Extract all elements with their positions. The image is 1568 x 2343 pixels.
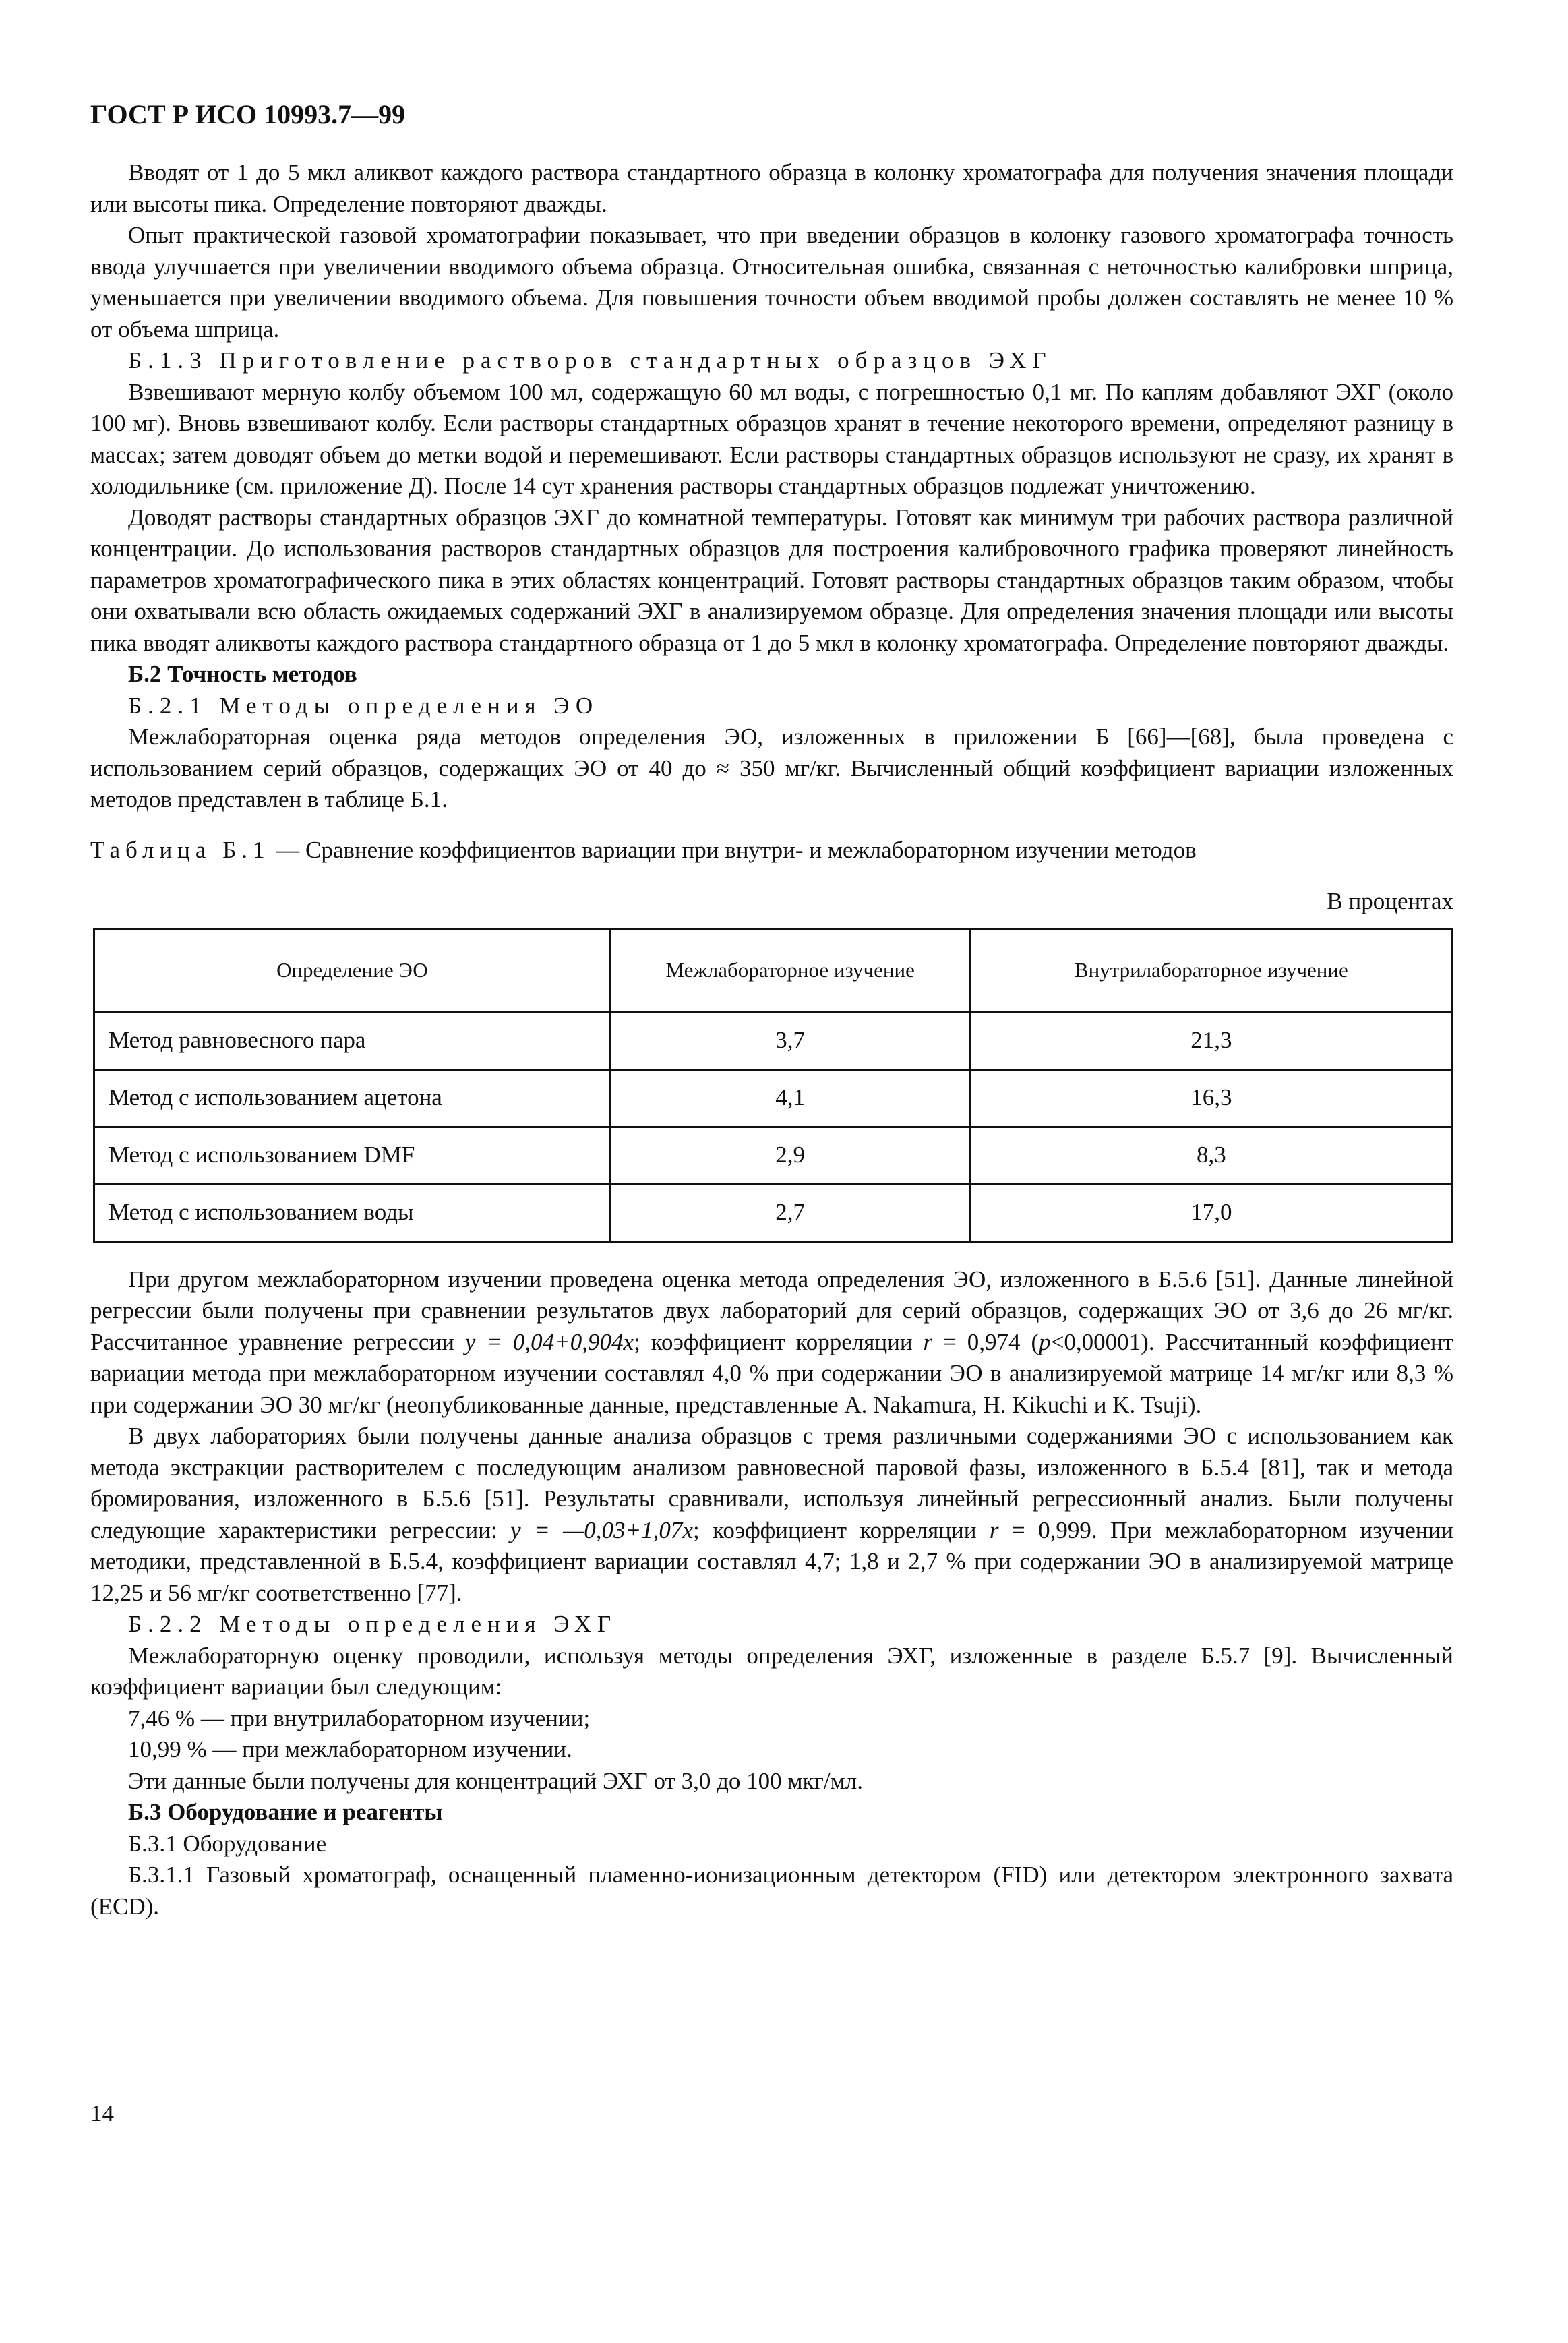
text-segment: = 0,974 ( <box>932 1328 1039 1355</box>
paragraph: Доводят растворы стандартных образцов ЭХГ до комнатной температуры. Готовят как минимум три рабочих раствора различной концентрации. До использования растворов стандартных образцов для построения калибровочного графика проверяют линейность параметров хроматографического пика в этих областях концентраций. Готовят растворы стандартных образцов таким образом, чтобы они охватывали всю область ожидаемых содержаний ЭХГ в анализируемом образце. Для определения значения площади или высоты пика вводят аликвоты каждого раствора стандартного образца от 1 до 5 мкл в колонку хроматографа. Определение повторяют дважды. <box>90 504 1453 656</box>
paragraph: Вводят от 1 до 5 мкл аликвот каждого раствора стандартного образца в колонку хроматографа для получения значения площади или высоты пика. Определение повторяют дважды. <box>90 159 1453 217</box>
value-cell: 2,9 <box>610 1127 970 1184</box>
document-header: ГОСТ Р ИСО 10993.7—99 <box>90 99 406 129</box>
paragraph <box>90 1703 1453 1735</box>
text-segment: ; коэффициент корреляции <box>692 1516 990 1543</box>
value-cell: 16,3 <box>970 1069 1452 1127</box>
section-heading: Б.1.3 Приготовление растворов стандартных образцов ЭХГ <box>128 347 1052 374</box>
section-heading: Б.2 Точность методов <box>128 661 357 687</box>
text-segment: Эти данные были получены для концентраций ЭХГ от 3,0 до 100 мкг/мл. <box>128 1767 863 1794</box>
text-segment: <0,00001). Рассчитанный коэффициент вариации метода при межлабораторном изучении составлял 4,0 % при содержании ЭО в анализируемой матрице 14 мг/кг или 8,3 % при содержании ЭО 30 мг/кг (неопубликованные данные, представленные A. Nakamura, H. Kikuchi и K. Tsuji). <box>90 1328 1454 1418</box>
paragraph: Межлабораторная оценка ряда методов определения ЭО, изложенных в приложении Б [66]—[68], была проведена с использованием серий образцов, содержащих ЭО от 40 до ≈ 350 мг/кг. Вычисленный общий коэффициент вариации изложенных методов представлен в таблице Б.1. <box>90 723 1453 812</box>
method-cell: Метод с использованием ацетона <box>94 1069 611 1127</box>
table-row <box>94 1069 1453 1127</box>
text-segment: Межлабораторную оценку проводили, используя методы определения ЭХГ, изложенные в разделе Б.5.7 [9]. Вычисленный коэффициент вариации был следующим: <box>90 1642 1453 1700</box>
text-segment: = 0,999. При межлабораторном изучении методики, представленной в Б.5.4, коэффициент вариации составлял 4,7; 1,8 и 2,7 % при содержании ЭО в анализируемой матрице 12,25 и 56 мг/кг соответственно [77]. <box>90 1516 1453 1606</box>
value-cell: 8,3 <box>970 1127 1452 1184</box>
paragraph <box>90 1829 1453 1860</box>
page-number: 14 <box>90 2100 114 2127</box>
value-cell: 4,1 <box>610 1069 970 1127</box>
section-heading: Б.2.1 Методы определения ЭО <box>128 692 599 719</box>
section-heading <box>90 1797 1453 1829</box>
text-segment: При другом межлабораторном изучении проведена оценка метода определения ЭО, изложенного в Б.5.6 [51]. Данные линейной регрессии были получены при сравнении результатов двух лабораторий для серий образцов, содержащих ЭО от 3,6 до 26 мг/кг. Рассчитанное уравнение регрессии <box>90 1266 1453 1355</box>
body-text-before-table <box>90 157 1453 816</box>
method-cell: Метод с использованием DMF <box>94 1127 611 1184</box>
table-header-cell: Межлабораторное изучение <box>610 929 970 1012</box>
paragraph <box>90 1766 1453 1798</box>
formula-text: r <box>923 1328 933 1355</box>
method-cell: Метод равновесного пара <box>94 1012 611 1069</box>
paragraph <box>90 1734 1453 1766</box>
text-segment: В двух лабораториях были получены данные анализа образцов с тремя различными содержаниями ЭО с использованием как метода экстракции растворителем с последующим анализом равновесной паровой фазы, изложенного в Б.5.4 [81], так и метода бромирования, изложенного в Б.5.6 [51]. Результаты сравнивали, используя линейный регрессионный анализ. Были получены следующие характеристики регрессии: <box>90 1423 1453 1543</box>
body-text-after-table <box>90 1264 1453 1923</box>
value-cell: 21,3 <box>970 1012 1452 1069</box>
table-units: В процентах <box>1327 888 1453 914</box>
text-segment: Б.3.1 Оборудование <box>128 1830 327 1857</box>
paragraph: Взвешивают мерную колбу объемом 100 мл, содержащую 60 мл воды, с погрешностью 0,1 мг. По каплям добавляют ЭХГ (около 100 мг). Вновь взвешивают колбу. Если растворы стандартных образцов хранят в течение некоторого времени, определяют разницу в массах; затем доводят объем до метки водой и перемешивают. Если растворы стандартных образцов используют не сразу, их хранят в холодильнике (см. приложение Д). После 14 сут хранения растворы стандартных образцов подлежат уничтожению. <box>90 378 1453 499</box>
paragraph <box>90 1860 1453 1922</box>
paragraph: Опыт практической газовой хроматографии показывает, что при введении образцов в колонку газового хроматографа точность ввода улучшается при увеличении вводимого объема образца. Относительная ошибка, связанная с неточностью калибровки шприца, уменьшается при увеличении вводимого объема. Для повышения точности объем вводимой пробы должен составлять не менее 10 % от объема шприца. <box>90 222 1453 343</box>
table-header-row <box>94 929 1453 1012</box>
value-cell: 2,7 <box>610 1184 970 1241</box>
section-heading <box>90 1609 1453 1640</box>
text-segment: 10,99 % — при межлабораторном изучении. <box>128 1736 572 1762</box>
formula-text: y = 0,04+0,904x <box>464 1328 634 1355</box>
text-segment: Б.3 Оборудование и реагенты <box>128 1799 443 1825</box>
table-header-cell: Внутрилабораторное изучение <box>970 929 1452 1012</box>
table-caption-text: — Сравнение коэффициентов вариации при внутри- и межлабораторном изучении методов <box>270 836 1197 863</box>
formula-text: r <box>989 1516 999 1543</box>
document-page <box>90 98 1453 1922</box>
text-segment: Б.2.2 Методы определения ЭХГ <box>128 1611 617 1637</box>
table-header-cell: Определение ЭО <box>94 929 611 1012</box>
value-cell: 3,7 <box>610 1012 970 1069</box>
table-row <box>94 1184 1453 1241</box>
formula-text: y = —0,03+1,07x <box>510 1516 693 1543</box>
coefficients-table <box>93 928 1453 1243</box>
text-segment: ; коэффициент корреляции <box>634 1328 924 1355</box>
paragraph <box>90 1640 1453 1703</box>
text-segment: 7,46 % — при внутрилабораторном изучении; <box>128 1704 591 1731</box>
paragraph <box>90 1421 1453 1609</box>
text-segment: Б.3.1.1 Газовый хроматограф, оснащенный пламенно-ионизационным детектором (FID) или детектором электронного захвата (ECD). <box>90 1862 1453 1920</box>
formula-text: p <box>1039 1328 1051 1355</box>
paragraph <box>90 1264 1453 1421</box>
method-cell: Метод с использованием воды <box>94 1184 611 1241</box>
table-row <box>94 1127 1453 1184</box>
table-row <box>94 1012 1453 1069</box>
value-cell: 17,0 <box>970 1184 1452 1241</box>
table-caption <box>90 835 1453 866</box>
table-caption-label: Таблица Б.1 <box>90 836 270 863</box>
